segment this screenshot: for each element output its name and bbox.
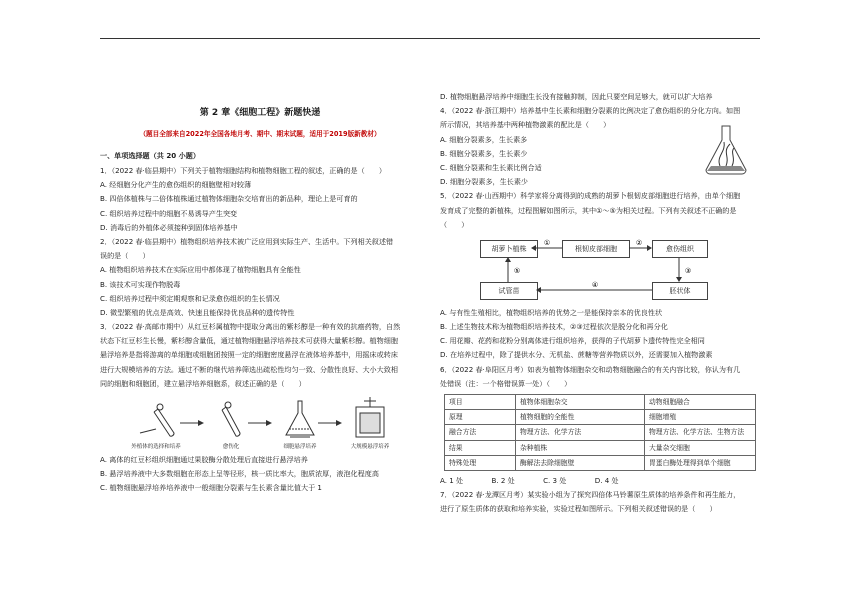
flow-box-plantlet: 试管苗 [480, 282, 538, 300]
table-row [445, 455, 756, 470]
table-cell: 细胞增殖 [645, 410, 756, 425]
table-cell: 酶解法去除细胞壁 [516, 455, 645, 470]
table-cell: 杂种植株 [516, 440, 645, 455]
text-line: 所示情况，其培养基中两种植物激素的配比是（ ） [440, 120, 611, 130]
bioreactor-icon [356, 397, 384, 437]
text-line: 1．（2022 春·临县期中）下列关于植物细胞结构和植物细胞工程的叙述，正确的是（ ） [100, 166, 386, 175]
text-line: 5．（2022 春·山西期中）科学家将分离得到的成熟的胡萝卜根韧皮部细胞进行培养，由单个细胞 [440, 191, 741, 201]
text-line: A. 经细胞分化产生的愈伤组织的细胞壁相对较薄 [100, 180, 252, 190]
text-line: 7．（2022 春·龙潭区月考）某实验小组为了探究四倍体马铃薯原生质体的培养条件和再生能力， [440, 490, 741, 500]
text-line: A. 细胞分裂素多，生长素多 [440, 134, 528, 144]
table-cell: 大量杂交细胞 [645, 440, 756, 455]
text-line: C. 植物细胞悬浮培养培养液中一般细胞分裂素与生长素含量比值大于 1 [100, 483, 322, 493]
text-line: D. 在培养过程中，除了提供水分、无机盐、蔗糖等营养物质以外，还需要加入植物激素 [440, 350, 713, 360]
text-line: B. 四倍体植株与二倍体植株通过植物体细胞杂交培育出的新品种，理论上是可育的 [100, 194, 358, 204]
document-subtitle: （题目全部来自2022年全国各地月考、期中、期末试题，适用于2019版新教材） [139, 130, 381, 138]
text-line: C. 组织培养过程中须定期观察和记录愈伤组织的生长情况 [100, 293, 280, 303]
text-line: A. 离体的红豆杉组织细胞通过果胶酶分散处理后直接进行悬浮培养 [100, 455, 308, 464]
table-cell: 胃蛋白酶处理得到单个细胞 [645, 455, 756, 470]
text-line: D. 植物细胞悬浮培养中细胞生长没有接触抑制，因此只要空间足够大，就可以扩大培养 [440, 92, 713, 101]
document-title: 第 2 章《细胞工程》新题快递 [199, 108, 321, 118]
text-line: 4．（2022 春·浙江期中）培养基中生长素和细胞分裂素的比例决定了愈伤组织的分化方向。如图 [440, 106, 741, 116]
process-arrowhead [198, 420, 204, 426]
text-line: B. 上述生物技术称为植物组织培养技术，②③过程依次是脱分化和再分化 [440, 322, 668, 332]
text-line: 发育成了完整的新植株，过程图解如图所示，其中①～⑤为相关过程。下列有关叙述不正确的是 [440, 205, 737, 215]
flow-box-embryoid: 胚状体 [652, 282, 708, 300]
table-cell: 物理方法、化学方法 [516, 425, 645, 440]
table-cell: 融合方法 [445, 425, 516, 440]
left-column [100, 90, 420, 496]
right-question-text-mid [440, 306, 760, 391]
header-rule [100, 38, 760, 39]
text-line: 2．（2022 春·临县期中）植物组织培养技术被广泛应用到实际生产、生活中。下列相关叙述错 [100, 236, 394, 246]
table-cell: 特殊处理 [445, 455, 516, 470]
table-cell: 植物体细胞杂交 [516, 395, 645, 410]
text-line: D. 微型繁殖的优点是高效、快速且能保持优良品种的遗传特性 [100, 307, 295, 317]
flow-box-callus: 愈伤组织 [652, 240, 708, 258]
suspension-culture-diagram [100, 393, 420, 451]
flow-box-phloem-cells: 根韧皮部细胞 [562, 240, 630, 258]
table-cell: 项目 [445, 395, 516, 410]
text-line: D. 细胞分裂素多，生长素少 [440, 177, 529, 187]
test-tube-icon [140, 404, 174, 436]
text-line: 状态下红豆杉生长慢，紫杉醇含量低，通过植物细胞悬浮培养技术可获得大量紫杉醇。植物细胞 [100, 336, 398, 346]
process-arrowhead [336, 420, 342, 426]
table-cell: 植物细胞的全能性 [516, 410, 645, 425]
step-label: ③ [684, 266, 692, 275]
text-line: C. 用花瓣、花药和花粉分别离体进行组织培养，获得的子代胡萝卜遗传特性完全相同 [440, 336, 705, 346]
left-question-text [100, 164, 420, 391]
text-line: D. 消毒后的外植体必须接种到固体培养基中 [100, 222, 238, 232]
text-line: 同的细胞和细胞团，建立悬浮培养细胞系，叙述正确的是（ ） [100, 378, 306, 388]
text-line: 悬浮培养是指将游离的单细胞或细胞团按照一定的细胞密度悬浮在液体培养基中，用摇床或转床 [100, 350, 398, 360]
table-cell: 原理 [445, 410, 516, 425]
step-label: ① [543, 238, 551, 247]
process-arrowhead [266, 420, 272, 426]
text-line: 进行大规模培养的方法。通过不断的继代培养筛选出疏松性均匀一致、分散性良好、大小大致相 [100, 364, 398, 374]
text-line: （ ） [440, 219, 469, 229]
suspension-culture-figure [100, 393, 420, 451]
step-label: ⑤ [513, 266, 521, 275]
text-line: 3．（2022 春·高邮市期中）从红豆杉属植物中提取分离出的紫杉醇是一种有效的抗癌药物，自然 [100, 322, 401, 332]
figure-label: 细胞悬浮培养 [283, 444, 317, 450]
text-line: A. 植物组织培养技术在实际应用中都体现了植物细胞具有全能性 [100, 265, 301, 275]
table-row [445, 395, 756, 410]
text-line: B. 悬浮培养液中大多数细胞在形态上呈等径形，核一质比率大，胞质浓厚，液泡化程度高 [100, 469, 379, 479]
text-line: A. 与有性生殖相比，植物组织培养的优势之一是能保持亲本的优良性状 [440, 307, 663, 317]
text-line: 误的是（ ） [100, 251, 150, 261]
table-cell: 动物细胞融合 [645, 395, 756, 410]
flow-box-carrot-plant: 胡萝卜植株 [480, 240, 538, 258]
culture-flask-image [696, 122, 756, 178]
comparison-table [444, 394, 756, 471]
text-line: B. 该技术可实现作物脱毒 [100, 279, 181, 289]
text-line: B. 细胞分裂素多，生长素少 [440, 148, 528, 158]
table-row [445, 425, 756, 440]
flowchart-arrows [440, 236, 760, 304]
left-options-text [100, 453, 420, 496]
carrot-culture-flowchart [440, 236, 760, 304]
callus-tube-icon [222, 402, 240, 436]
right-question-text-bottom [440, 474, 760, 517]
table-cell: 结果 [445, 440, 516, 455]
text-line: C. 细胞分裂素和生长素比例合适 [440, 162, 542, 172]
right-column [440, 90, 760, 517]
step-label: ② [635, 238, 643, 247]
text-line: 6．（2022 春·阜阳区月考）如表为植物体细胞杂交和动物细胞融合的有关内容比较，你认为有几 [440, 364, 741, 374]
flask-icon [286, 401, 314, 437]
figure-label: 大规模悬浮培养 [350, 444, 390, 450]
step-label: ④ [591, 280, 599, 289]
table-row [445, 440, 756, 455]
figure-label: 愈伤化 [222, 444, 240, 450]
table-row [445, 410, 756, 425]
text-line: 处错误（注：一个格错误算一处）（ ） [440, 378, 572, 388]
text-line: C. 组织培养过程中的细胞不易诱导产生突变 [100, 208, 238, 218]
section-heading: 一、单项选择题（共 20 小题） [100, 151, 200, 160]
text-line: A. 1 处 B. 2 处 C. 3 处 D. 4 处 [440, 476, 619, 486]
table-cell: 物理方法、化学方法、生物方法 [645, 425, 756, 440]
figure-label: 外植体的选择和培养 [131, 444, 181, 450]
text-line: 进行了原生质体的获取和培养实验，实验过程如图所示。下列相关叙述错误的是（ ） [440, 504, 717, 514]
